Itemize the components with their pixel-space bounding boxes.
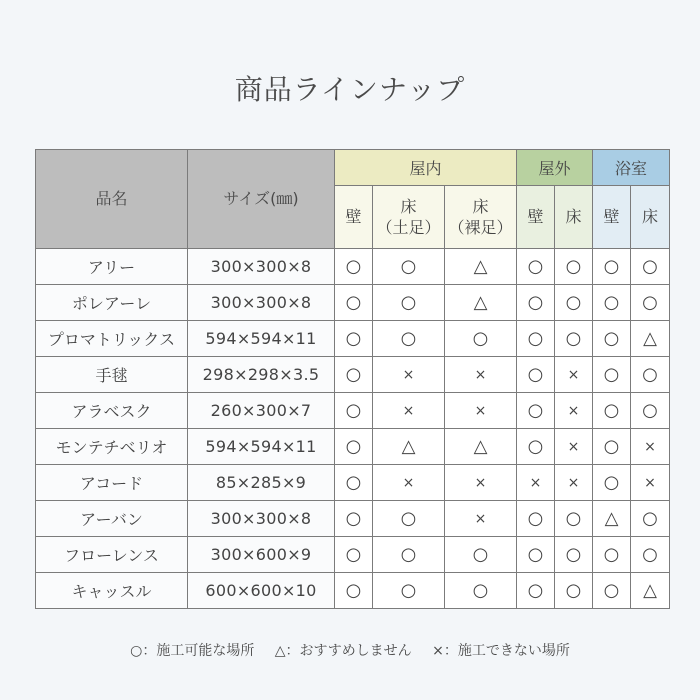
table-row xyxy=(36,249,670,285)
mark-indoor-floor-bare: △ xyxy=(445,285,517,321)
table-row xyxy=(36,285,670,321)
mark-indoor-wall: ○ xyxy=(335,357,373,393)
mark-outdoor-wall: ○ xyxy=(517,285,555,321)
mark-outdoor-floor: × xyxy=(555,357,593,393)
product-lineup-table xyxy=(35,149,670,609)
mark-outdoor-floor: ○ xyxy=(555,573,593,609)
product-size: 594×594×11 xyxy=(188,321,335,357)
product-name: アリー xyxy=(36,249,188,285)
mark-bath-wall: ○ xyxy=(593,537,631,573)
mark-indoor-wall: ○ xyxy=(335,249,373,285)
product-size: 260×300×7 xyxy=(188,393,335,429)
legend-ok: ○：施工可能な場所 xyxy=(130,643,255,659)
mark-outdoor-floor: × xyxy=(555,393,593,429)
header-indoor-floor-shoes-line1: 床 xyxy=(400,197,417,216)
table-row xyxy=(36,573,670,609)
mark-indoor-floor-bare: × xyxy=(445,465,517,501)
mark-bath-floor: ○ xyxy=(631,285,670,321)
mark-bath-wall: ○ xyxy=(593,285,631,321)
product-name: フローレンス xyxy=(36,537,188,573)
table-row xyxy=(36,537,670,573)
table-row xyxy=(36,429,670,465)
mark-indoor-floor-shoes: × xyxy=(373,357,445,393)
mark-outdoor-floor: × xyxy=(555,429,593,465)
mark-indoor-floor-bare: × xyxy=(445,357,517,393)
mark-outdoor-wall: ○ xyxy=(517,393,555,429)
header-indoor-floor-shoes xyxy=(373,186,445,249)
mark-bath-floor: × xyxy=(631,465,670,501)
header-bath-wall: 壁 xyxy=(593,186,631,249)
mark-outdoor-wall: ○ xyxy=(517,321,555,357)
table-row xyxy=(36,393,670,429)
mark-indoor-wall: ○ xyxy=(335,501,373,537)
mark-indoor-wall: ○ xyxy=(335,573,373,609)
table-row xyxy=(36,321,670,357)
mark-outdoor-floor: ○ xyxy=(555,321,593,357)
mark-outdoor-floor: ○ xyxy=(555,249,593,285)
header-group-indoor: 屋内 xyxy=(335,150,517,186)
mark-bath-wall: ○ xyxy=(593,573,631,609)
mark-indoor-wall: ○ xyxy=(335,429,373,465)
mark-indoor-floor-bare: × xyxy=(445,501,517,537)
header-name: 品名 xyxy=(36,150,188,249)
mark-bath-floor: ○ xyxy=(631,249,670,285)
mark-indoor-floor-bare: △ xyxy=(445,249,517,285)
mark-indoor-floor-shoes: ○ xyxy=(373,285,445,321)
mark-outdoor-floor: × xyxy=(555,465,593,501)
header-outdoor-floor: 床 xyxy=(555,186,593,249)
mark-indoor-floor-shoes: △ xyxy=(373,429,445,465)
mark-indoor-floor-shoes: × xyxy=(373,393,445,429)
header-indoor-wall: 壁 xyxy=(335,186,373,249)
product-size: 594×594×11 xyxy=(188,429,335,465)
mark-indoor-floor-bare: ○ xyxy=(445,321,517,357)
mark-indoor-wall: ○ xyxy=(335,285,373,321)
header-indoor-floor-bare xyxy=(445,186,517,249)
legend xyxy=(0,640,700,660)
mark-outdoor-floor: ○ xyxy=(555,537,593,573)
table-row xyxy=(36,357,670,393)
mark-bath-floor: ○ xyxy=(631,501,670,537)
mark-outdoor-wall: ○ xyxy=(517,573,555,609)
product-name: アーバン xyxy=(36,501,188,537)
product-name: モンテチベリオ xyxy=(36,429,188,465)
header-group-outdoor: 屋外 xyxy=(517,150,593,186)
product-name: アラベスク xyxy=(36,393,188,429)
mark-bath-wall: ○ xyxy=(593,465,631,501)
header-indoor-floor-bare-line1: 床 xyxy=(472,197,489,216)
mark-outdoor-wall: ○ xyxy=(517,501,555,537)
mark-bath-floor: △ xyxy=(631,573,670,609)
mark-bath-floor: × xyxy=(631,429,670,465)
product-name: 手毬 xyxy=(36,357,188,393)
product-name: アコード xyxy=(36,465,188,501)
product-name: プロマトリックス xyxy=(36,321,188,357)
mark-indoor-wall: ○ xyxy=(335,537,373,573)
product-size: 300×300×8 xyxy=(188,501,335,537)
mark-indoor-floor-bare: ○ xyxy=(445,537,517,573)
legend-caution: △：おすすめしません xyxy=(274,643,412,659)
mark-bath-floor: ○ xyxy=(631,357,670,393)
mark-indoor-floor-shoes: ○ xyxy=(373,249,445,285)
mark-bath-wall: ○ xyxy=(593,429,631,465)
mark-indoor-floor-shoes: ○ xyxy=(373,573,445,609)
mark-bath-wall: ○ xyxy=(593,357,631,393)
header-indoor-floor-bare-line2: （裸足） xyxy=(448,218,513,237)
mark-outdoor-wall: ○ xyxy=(517,249,555,285)
table-row xyxy=(36,465,670,501)
table-row xyxy=(36,501,670,537)
header-row-groups xyxy=(36,150,670,186)
product-size: 600×600×10 xyxy=(188,573,335,609)
mark-indoor-floor-shoes: ○ xyxy=(373,321,445,357)
product-name: ポレアーレ xyxy=(36,285,188,321)
table-body xyxy=(36,249,670,609)
mark-outdoor-floor: ○ xyxy=(555,285,593,321)
mark-indoor-wall: ○ xyxy=(335,465,373,501)
mark-outdoor-floor: ○ xyxy=(555,501,593,537)
mark-bath-wall: ○ xyxy=(593,393,631,429)
mark-outdoor-wall: × xyxy=(517,465,555,501)
mark-outdoor-wall: ○ xyxy=(517,537,555,573)
product-size: 300×600×9 xyxy=(188,537,335,573)
mark-indoor-floor-shoes: ○ xyxy=(373,501,445,537)
mark-indoor-floor-shoes: × xyxy=(373,465,445,501)
product-name: キャッスル xyxy=(36,573,188,609)
header-size: サイズ(㎜) xyxy=(188,150,335,249)
mark-outdoor-wall: ○ xyxy=(517,357,555,393)
mark-indoor-floor-bare: ○ xyxy=(445,573,517,609)
header-bath-floor: 床 xyxy=(631,186,670,249)
mark-indoor-wall: ○ xyxy=(335,321,373,357)
mark-indoor-floor-shoes: ○ xyxy=(373,537,445,573)
product-size: 300×300×8 xyxy=(188,285,335,321)
mark-bath-floor: ○ xyxy=(631,537,670,573)
product-size: 85×285×9 xyxy=(188,465,335,501)
mark-bath-floor: △ xyxy=(631,321,670,357)
legend-ng: ×：施工できない場所 xyxy=(432,643,570,659)
mark-bath-wall: △ xyxy=(593,501,631,537)
mark-indoor-floor-bare: △ xyxy=(445,429,517,465)
header-indoor-floor-shoes-line2: （土足） xyxy=(376,218,441,237)
product-size: 298×298×3.5 xyxy=(188,357,335,393)
mark-bath-floor: ○ xyxy=(631,393,670,429)
mark-indoor-floor-bare: × xyxy=(445,393,517,429)
page-title: 商品ラインナップ xyxy=(234,73,466,106)
product-size: 300×300×8 xyxy=(188,249,335,285)
header-outdoor-wall: 壁 xyxy=(517,186,555,249)
mark-bath-wall: ○ xyxy=(593,321,631,357)
header-group-bath: 浴室 xyxy=(593,150,670,186)
mark-outdoor-wall: ○ xyxy=(517,429,555,465)
mark-indoor-wall: ○ xyxy=(335,393,373,429)
mark-bath-wall: ○ xyxy=(593,249,631,285)
